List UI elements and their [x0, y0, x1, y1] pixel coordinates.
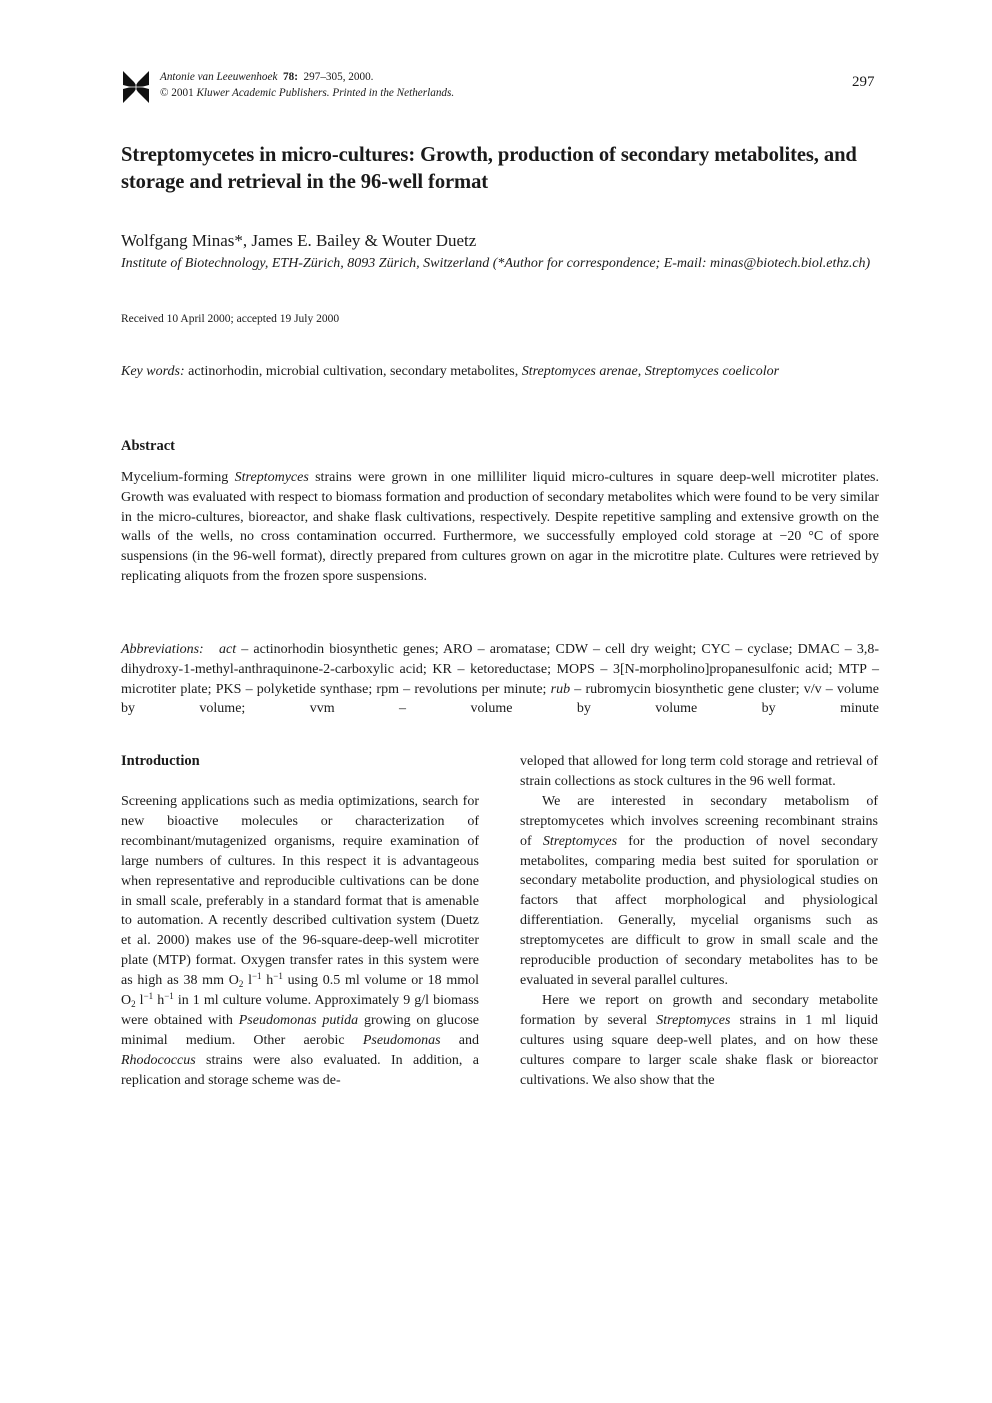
keywords-sep: , [637, 364, 645, 379]
abstract-heading: Abstract [121, 438, 175, 454]
abbreviations-label: Abbreviations: [121, 642, 204, 657]
introduction-column-left [121, 792, 479, 1091]
keywords-label: Key words: [121, 364, 185, 379]
keywords-text: actinorhodin, microbial cultivation, secondary metabolites, [184, 364, 522, 379]
journal-line-2 [160, 86, 454, 102]
keyword-species-1: Streptomyces arenae [521, 364, 638, 379]
article-title: Streptomycetes in micro-cultures: Growth, production of secondary metabolites, and storage and retrieval in the 96-well format [121, 144, 857, 193]
article-affiliation: Institute of Biotechnology, ETH-Zürich, 8093 Zürich, Switzerland (*Author for correspondence; E-mail: minas@biotech.biol.ethz.ch) [121, 256, 871, 271]
abbreviations-text: – actinorhodin biosynthetic genes; ARO – aromatase; CDW – cell dry weight; CYC – cyclase; DMAC – 3,8-dihydroxy-1-methyl-anthraquinone-2-carboxylic acid; KR – ketoreductase; MOPS – 3[N-morpholino]propanesulfonic acid; MTP – microtiter plate; PKS – polyketide synthase; rpm – revolutions per minute; [121, 642, 879, 697]
publisher: Kluwer Academic Publishers. Printed in the Netherlands. [196, 86, 455, 99]
abbreviations-text: – rubromycin biosynthetic gene cluster; v/v – volume by volume; vvm – volume by volume by minute [121, 681, 880, 717]
article-authors: Wolfgang Minas*, James E. Bailey & Wouter Duetz [121, 231, 477, 250]
copyright: © 2001 [160, 86, 194, 99]
abbrev-act: act [219, 642, 237, 657]
page-number: 297 [852, 74, 875, 90]
keyword-species-2: Streptomyces coelicolor [644, 364, 780, 379]
keywords [121, 362, 879, 382]
paragraph: veloped that allowed for long term cold storage and retrieval of strain collections as stock cultures in the 96 well format. [520, 754, 878, 789]
publisher-logo-icon [121, 69, 151, 105]
abstract-body [121, 468, 879, 587]
journal-pages-year: 297–305, 2000. [303, 71, 374, 83]
abstract-text: strains were grown in one milliliter liquid micro-cultures in square deep-well microtiter plates. Growth was evaluated with respect to biomass formation and production of secondary metabolites which were found to be very similar in the micro-cultures, bioreactor, and shake flask cultivations, respectively. Despite repetitive sampling and extensive growth on the walls of the wells, no cross contamination occurred. Furthermore, we successfully employed cold storage at −20 °C of spore suspensions (in the 96-well format), directly prepared from cultures grown on agar in the microtitre plate. Cultures were retrieved by replicating aliquots from the frozen spore suspensions. [121, 470, 880, 584]
journal-citation [160, 70, 454, 101]
received-dates: Received 10 April 2000; accepted 19 July 2000 [121, 313, 340, 325]
introduction-column-right [520, 752, 878, 1090]
abbrev-rub: rub [550, 681, 571, 697]
journal-volume: 78: [283, 71, 298, 83]
journal-name: Antonie van Leeuwenhoek [160, 71, 278, 83]
introduction-heading: Introduction [121, 753, 200, 769]
abstract-species: Streptomyces [234, 470, 309, 485]
abstract-text: Mycelium-forming [121, 470, 235, 485]
paragraph: Here we report on growth and secondary metabolite formation by several Streptomyces strains in 1 ml liquid cultures using square deep-well plates, and on how these cultures compare to larger scale shake flask or bioreactor cultivations. We also show that the [520, 992, 878, 1088]
paragraph: We are interested in secondary metabolism of streptomycetes which involves screening recombinant strains of Streptomyces for the production of novel secondary metabolites, comparing media best suited for sporulation or secondary metabolite production, and physiological studies on factors that affect morphological and physiological differentiation. Generally, mycelial organisms such as streptomycetes are difficult to grow in small scale and the reproducible production of secondary metabolites has to be evaluated in several parallel cultures. [520, 793, 878, 988]
journal-line-1 [160, 70, 454, 86]
paragraph: Screening applications such as media optimizations, search for new bioactive molecules or characterization of recombinant/mutagenized organisms, require examination of large numbers of cultures. In this respect it is advantageous when representative and reproducible cultivations can be done in small scale, preferably in a standard format that is amenable to automation. A recently described cultivation system (Duetz et al. 2000) makes use of the 96-square-deep-well microtiter plate (MTP) format. Oxygen transfer rates in this system were as high as 38 mm $O_2$ $l^{-1}$ $h^{-1}$ using 0.5 ml volume or 18 mmol $O_2$ $l^{-1}$ $h^{-1}$ in 1 ml culture volume. Approximately 9 g/l biomass were obtained with Pseudomonas putida growing on glucose minimal medium. Other aerobic Pseudomonas and Rhodococcus strains were also evaluated. In addition, a replication and storage scheme was de- [121, 794, 480, 1088]
abbreviations [121, 640, 879, 719]
